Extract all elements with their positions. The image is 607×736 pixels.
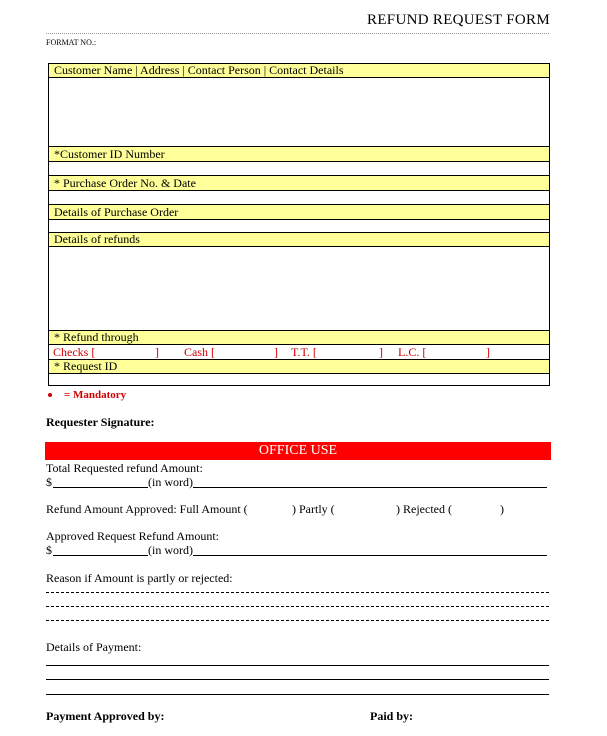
requester-signature-label: Requester Signature:: [46, 415, 155, 429]
refund-details-label: Details of refunds: [54, 232, 140, 246]
customer-info-field[interactable]: [49, 78, 549, 147]
tt-close: ]: [379, 345, 383, 359]
checks-option[interactable]: Checks [: [53, 345, 96, 359]
po-details-label: Details of Purchase Order: [54, 205, 179, 219]
in-word-label-2: (in word): [148, 543, 193, 557]
payment-line-3[interactable]: [46, 694, 549, 695]
customer-id-header: [49, 147, 549, 162]
customer-id-label: *Customer ID Number: [54, 147, 165, 161]
reason-line-1[interactable]: [46, 592, 549, 593]
format-number-label: FORMAT NO.:: [46, 38, 97, 47]
lc-option[interactable]: L.C. [: [398, 345, 427, 359]
purchase-order-field[interactable]: [49, 191, 549, 205]
office-use-banner: OFFICE USE: [45, 442, 551, 460]
dollar-sign-1: $: [46, 475, 52, 489]
amount-in-words-field-2[interactable]: [193, 555, 547, 556]
paid-by-label: Paid by:: [370, 709, 414, 723]
reason-line-3[interactable]: [46, 620, 549, 621]
total-requested-label: Total Requested refund Amount:: [46, 461, 203, 475]
customer-info-header: [49, 64, 549, 78]
approved-close: ): [500, 502, 504, 516]
title-divider: [46, 33, 549, 34]
purchase-order-header: [49, 176, 549, 191]
refund-options-row: [49, 345, 549, 360]
reason-line-2[interactable]: [46, 606, 549, 607]
request-id-header: [49, 360, 549, 374]
tt-option[interactable]: T.T. [: [291, 345, 317, 359]
amount-in-words-field-1[interactable]: [193, 487, 547, 488]
request-id-field[interactable]: [49, 374, 549, 385]
payment-details-label: Details of Payment:: [46, 640, 142, 654]
refund-details-field[interactable]: [49, 247, 549, 331]
customer-form-box: [48, 63, 550, 386]
refund-details-header: [49, 233, 549, 247]
reason-label: Reason if Amount is partly or rejected:: [46, 571, 233, 585]
refund-through-header: [49, 331, 549, 345]
customer-info-label: Customer Name | Address | Contact Person | Contact Details: [54, 63, 344, 77]
approved-partly: ) Partly (: [292, 502, 335, 516]
customer-id-field[interactable]: [49, 162, 549, 176]
form-title: REFUND REQUEST FORM: [367, 12, 550, 28]
amount-field-1[interactable]: [53, 487, 148, 488]
purchase-order-label: * Purchase Order No. & Date: [54, 176, 196, 190]
payment-approved-label: Payment Approved by:: [46, 709, 165, 723]
bullet-icon: [48, 393, 52, 397]
lc-close: ]: [486, 345, 490, 359]
payment-line-2[interactable]: [46, 679, 549, 680]
amount-field-2[interactable]: [53, 555, 148, 556]
mandatory-note: [48, 389, 126, 401]
cash-close: ]: [274, 345, 278, 359]
mandatory-note-text: = Mandatory: [64, 389, 127, 401]
dollar-sign-2: $: [46, 543, 52, 557]
refund-through-label: * Refund through: [54, 330, 139, 344]
cash-option[interactable]: Cash [: [184, 345, 215, 359]
approved-amount-label: Approved Request Refund Amount:: [46, 529, 219, 543]
po-details-header: [49, 205, 549, 220]
approved-rejected: ) Rejected (: [396, 502, 452, 516]
request-id-label: * Request ID: [54, 359, 118, 373]
in-word-label-1: (in word): [148, 475, 193, 489]
checks-close: ]: [155, 345, 159, 359]
approved-prefix: Refund Amount Approved: Full Amount (: [46, 502, 248, 516]
payment-line-1[interactable]: [46, 665, 549, 666]
